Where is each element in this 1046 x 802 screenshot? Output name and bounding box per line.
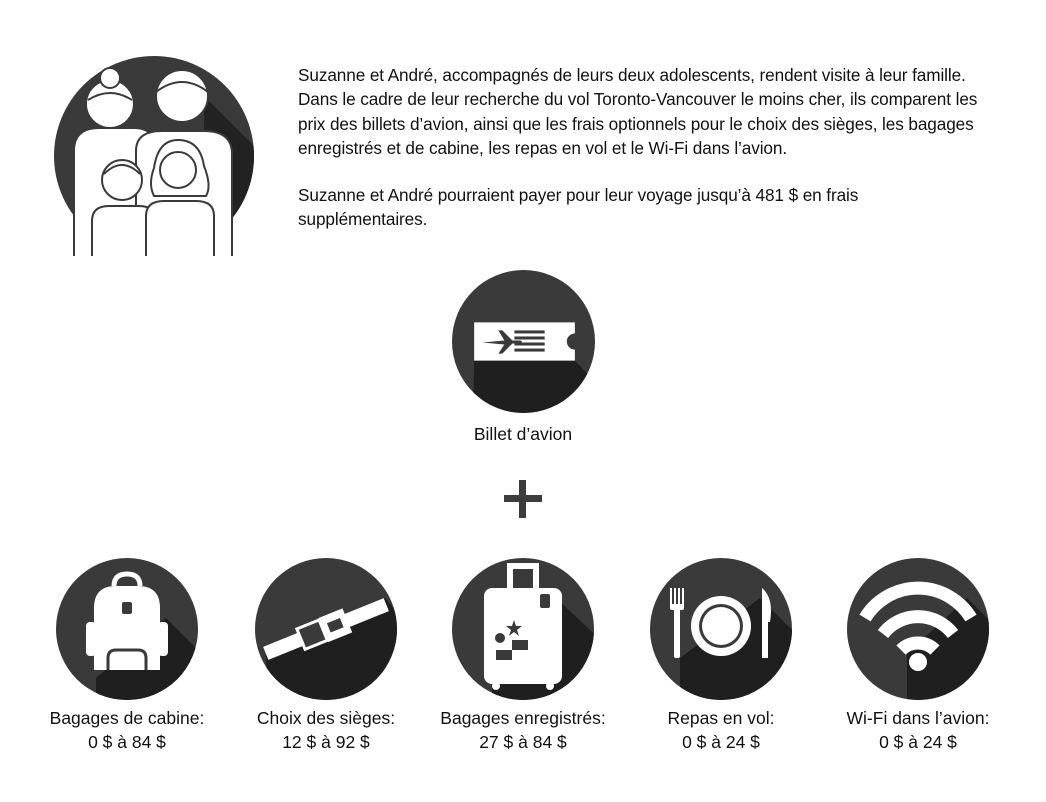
option-label: Wi-Fi dans l’avion: (846, 708, 990, 728)
option-checked-bags (423, 558, 623, 754)
option-meals (621, 558, 821, 754)
option-range: 0 $ à 24 $ (879, 732, 957, 752)
intro-paragraph-1: Suzanne et André, accompagnés de leurs deux adolescents, rendent visite à leur famille. Dans le cadre de leur recherche du vol Toronto-Vancouver le moins cher, ils comparent les prix des billets d’avion, ainsi que les frais optionnels pour le choix des sièges, les bagages enregistrés et de cabine, les repas en vol et le Wi-Fi dans l’avion. (298, 65, 978, 158)
backpack-icon (56, 558, 198, 700)
wifi-icon (847, 558, 989, 700)
ticket-label: Billet d’avion (473, 424, 573, 444)
option-seat-choice (226, 558, 426, 754)
suitcase-icon (452, 558, 594, 700)
option-range: 27 $ à 84 $ (479, 732, 567, 752)
meal-icon (650, 558, 792, 700)
option-wifi (818, 558, 1018, 754)
option-range: 0 $ à 24 $ (682, 732, 760, 752)
option-range: 12 $ à 92 $ (282, 732, 370, 752)
family-icon (54, 56, 254, 256)
option-label: Bagages de cabine: (49, 708, 205, 728)
plane-ticket-icon (452, 270, 595, 413)
option-range: 0 $ à 84 $ (88, 732, 166, 752)
seatbelt-icon (255, 558, 397, 700)
option-label: Bagages enregistrés: (440, 708, 606, 728)
option-label: Choix des sièges: (256, 708, 396, 728)
option-label: Repas en vol: (667, 708, 775, 728)
option-cabin-bags (27, 558, 227, 754)
intro-text (298, 63, 988, 232)
plus-icon (504, 480, 542, 518)
intro-paragraph-2: Suzanne et André pourraient payer pour leur voyage jusqu’à 481 $ en frais supplémentaires. (298, 185, 859, 230)
